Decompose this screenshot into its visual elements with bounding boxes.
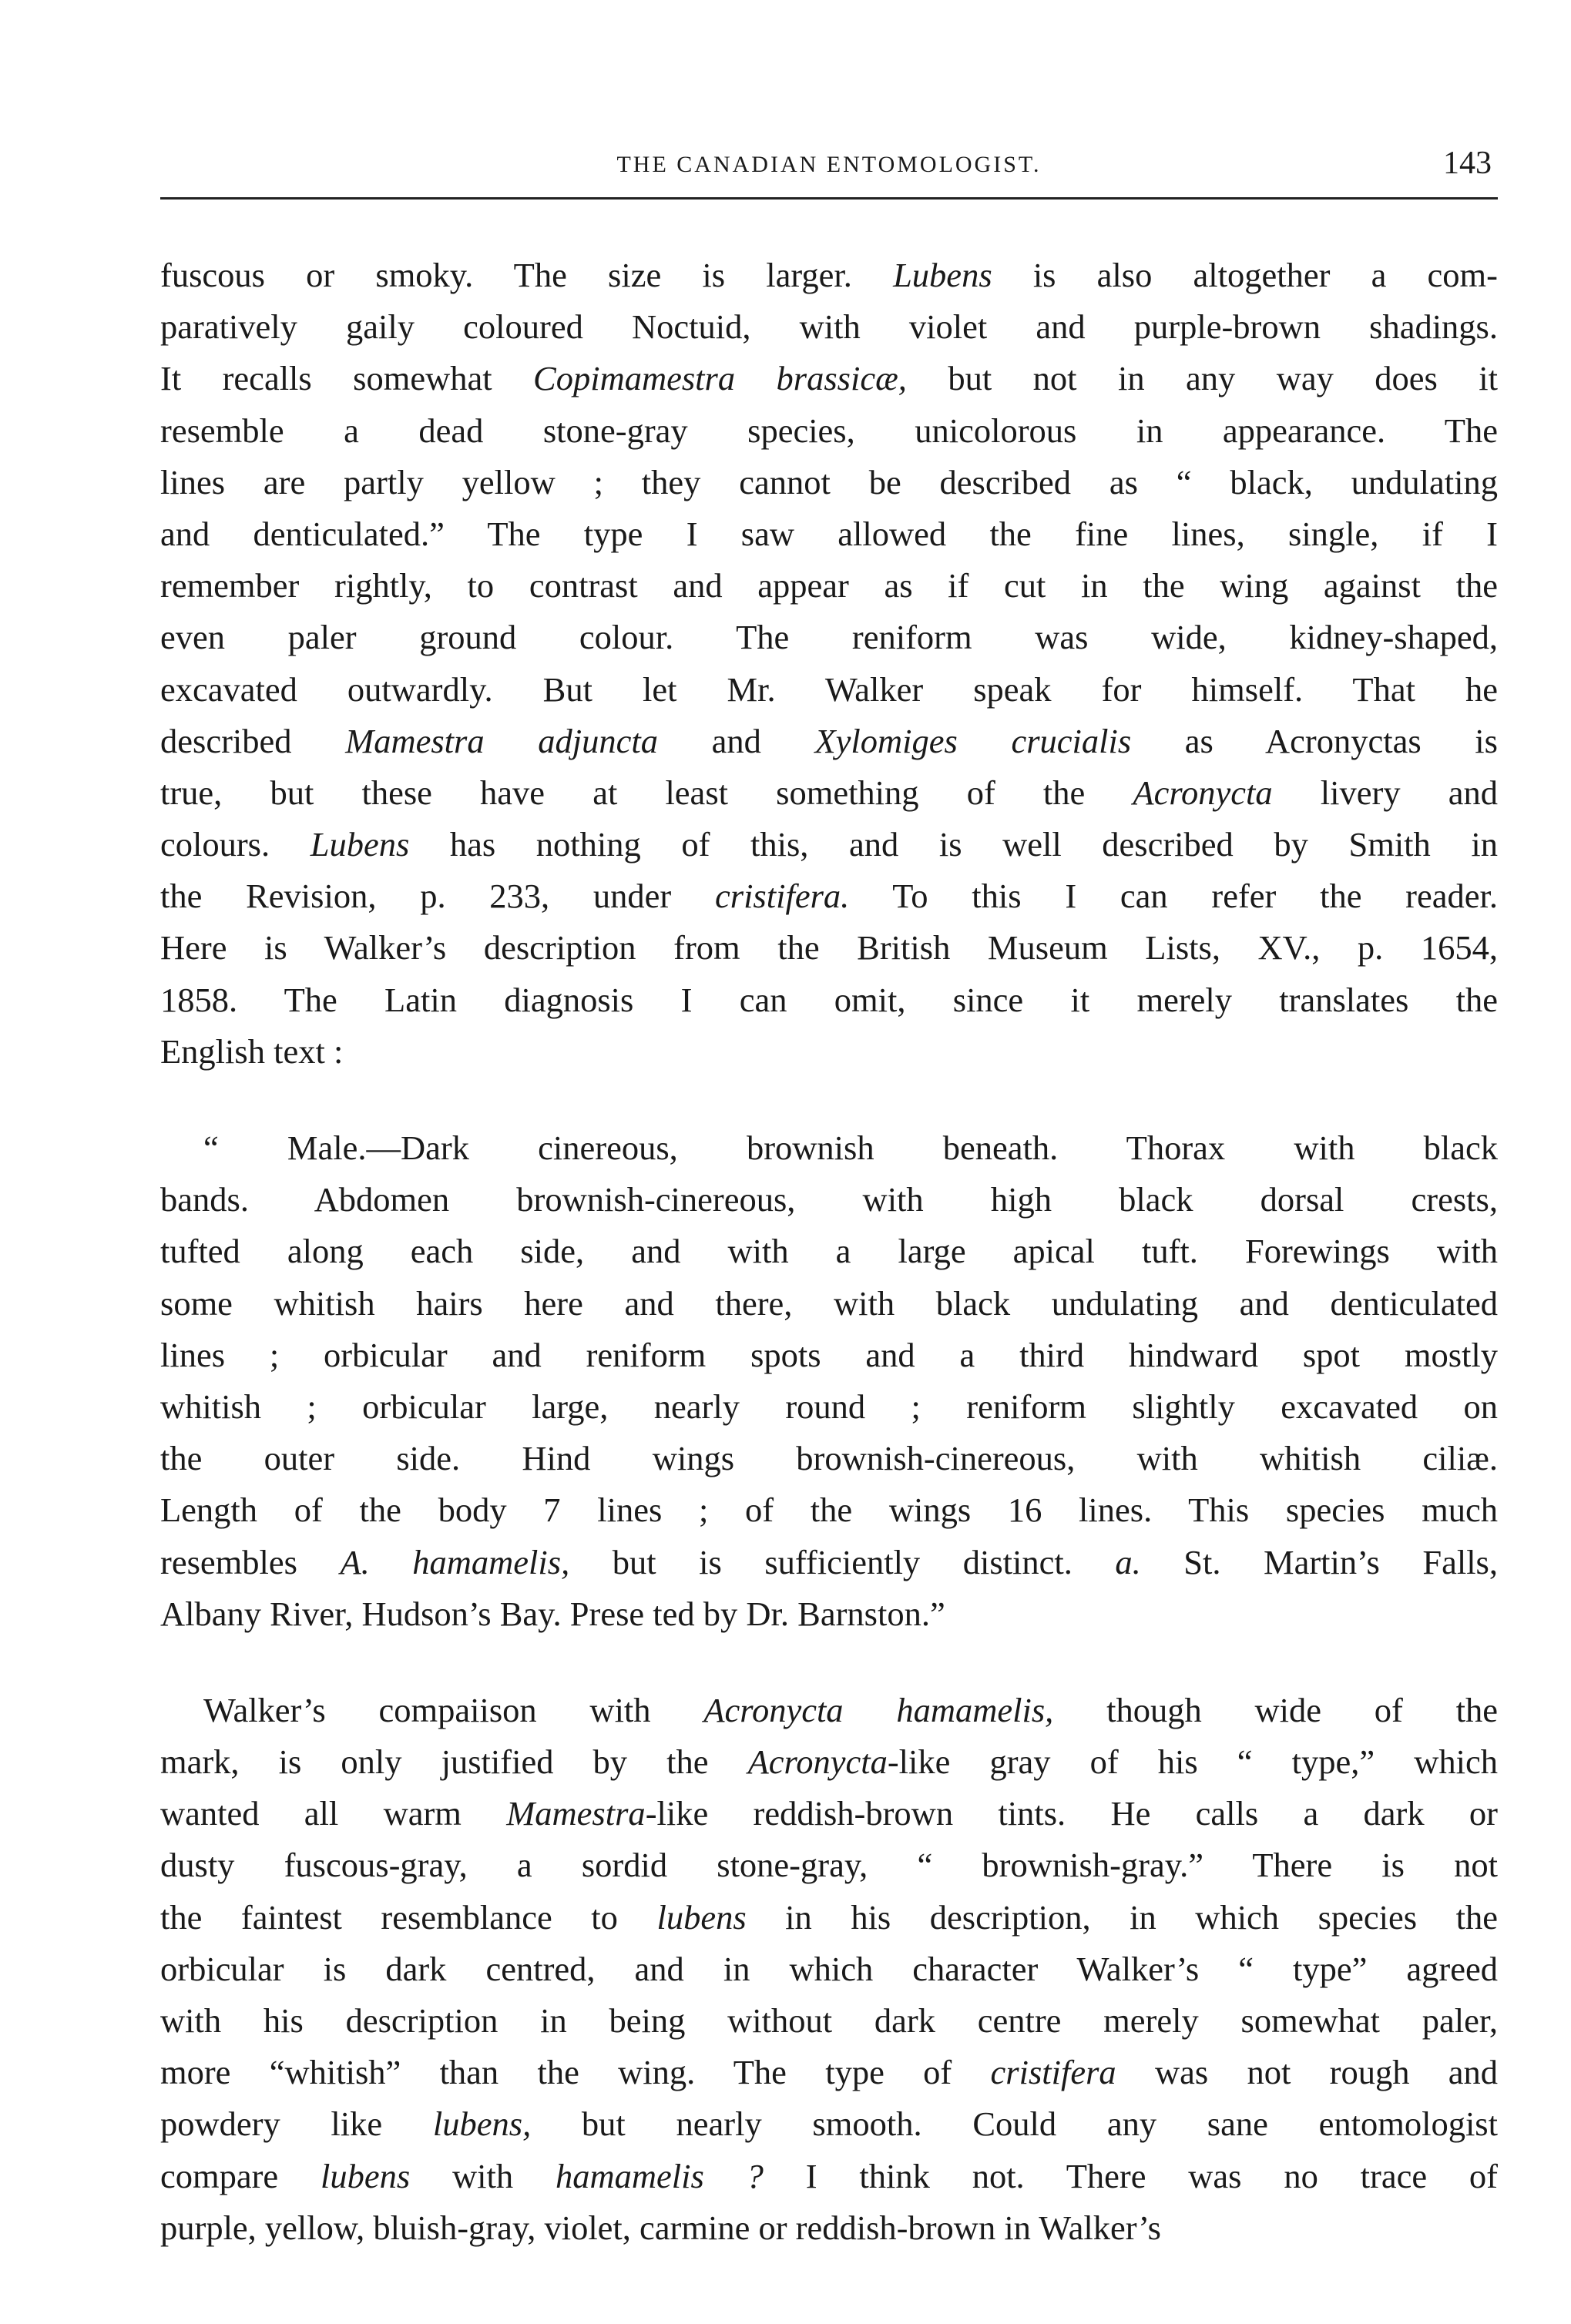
italic-text: Acronycta <box>747 1742 888 1782</box>
text-run: It recalls somewhat <box>160 359 534 398</box>
paragraph <box>160 1685 1498 2254</box>
text-run: described <box>160 721 346 760</box>
running-title: THE CANADIAN ENTOMOLOGIST. <box>616 152 1042 177</box>
text-run: the faintest resemblance to <box>160 1897 657 1937</box>
text-run: 1858. The Latin diagnosis I can omit, since it merely translates the <box>160 980 1498 1019</box>
text-line <box>160 716 1498 767</box>
text-line <box>160 1892 1498 1943</box>
text-run: “ Male.—Dark cinereous, brownish beneath. Thorax with black <box>203 1128 1498 1167</box>
text-run: whitish ; orbicular large, nearly round ; reniform slightly excavated on <box>160 1387 1498 1426</box>
text-line <box>160 767 1498 819</box>
text-line <box>160 1381 1498 1433</box>
italic-text: Acronycta <box>1133 773 1273 812</box>
text-run: but nearly smooth. Could any sane entomologist <box>531 2104 1498 2144</box>
paragraph-gap <box>160 1078 1498 1122</box>
text-line <box>160 664 1498 716</box>
text-line <box>160 2202 1498 2254</box>
text-run: orbicular is dark centred, and in which character Walker’s “ type” agreed <box>160 1949 1498 1988</box>
text-line <box>160 870 1498 922</box>
italic-text: Xylomiges crucialis <box>814 721 1132 760</box>
text-run: resemble a dead stone-gray species, unicolorous in appearance. The <box>160 411 1498 450</box>
text-line <box>160 508 1498 560</box>
italic-text: Mamestra <box>506 1794 646 1833</box>
text-line <box>160 2047 1498 2098</box>
text-run: compare <box>160 2156 321 2195</box>
text-line <box>160 250 1498 301</box>
page-header <box>160 114 1498 183</box>
text-run: in his description, in which species the <box>746 1897 1498 1937</box>
page-number: 143 <box>1443 146 1492 181</box>
text-run: though wide of the <box>1053 1690 1498 1729</box>
text-run: resembles <box>160 1542 341 1581</box>
text-run: Here is Walker’s description from the British Museum Lists, XV., p. 1654, <box>160 928 1498 967</box>
text-line <box>160 1484 1498 1536</box>
italic-text: cristifera. <box>715 877 850 916</box>
italic-text: Copimamestra brassicæ, <box>533 359 907 398</box>
italic-text: Mamestra adjuncta <box>345 721 658 760</box>
text-line <box>160 1433 1498 1484</box>
text-run: bands. Abdomen brownish-cinereous, with high black dorsal crests, <box>160 1180 1498 1219</box>
text-run: wanted all warm <box>160 1794 507 1833</box>
italic-text: hamamelis ? <box>556 2156 764 2195</box>
text-run: Walker’s compaiison with <box>203 1690 704 1729</box>
text-line <box>160 405 1498 457</box>
text-run: even paler ground colour. The reniform was wide, kidney-shaped, <box>160 618 1498 657</box>
text-run: as Acronyctas is <box>1131 721 1498 760</box>
text-run: dusty fuscous-gray, a sordid stone-gray, “ brownish-gray.” There is not <box>160 1846 1498 1885</box>
header-rule <box>160 197 1498 200</box>
text-run: lines are partly yellow ; they cannot be described as “ black, undulating <box>160 462 1498 501</box>
text-line <box>160 1174 1498 1226</box>
text-run: was not rough and <box>1116 2053 1499 2092</box>
paragraph <box>160 250 1498 1078</box>
text-line <box>160 1330 1498 1381</box>
text-run: but not in any way does it <box>906 359 1499 398</box>
text-run: the outer side. Hind wings brownish-cinereous, with whitish ciliæ. <box>160 1439 1498 1478</box>
text-line <box>160 2151 1498 2202</box>
text-run: more “whitish” than the wing. The type of <box>160 2053 991 2092</box>
italic-text: lubens <box>656 1897 747 1937</box>
text-line <box>160 1588 1498 1640</box>
text-run: lines ; orbicular and reniform spots and a third hindward spot mostly <box>160 1335 1498 1374</box>
text-line <box>160 301 1498 353</box>
text-run: has nothing of this, and is well described by Smith in <box>409 825 1498 864</box>
text-run: paratively gaily coloured Noctuid, with violet and purple-brown shadings. <box>160 307 1498 347</box>
text-line <box>160 1943 1498 1995</box>
text-line <box>160 1122 1498 1174</box>
text-line <box>160 1995 1498 2047</box>
text-line <box>160 1226 1498 1277</box>
text-run: To this I can refer the reader. <box>849 877 1498 916</box>
text-run: true, but these have at least something of the <box>160 773 1133 812</box>
italic-text: Acronycta hamamelis, <box>703 1690 1054 1729</box>
text-run: excavated outwardly. But let Mr. Walker speak for himself. That he <box>160 669 1498 709</box>
text-run: with his description in being without dark centre merely somewhat paler, <box>160 2001 1498 2040</box>
text-line <box>160 560 1498 612</box>
text-run: is also altogether a com- <box>992 256 1498 294</box>
text-line <box>160 1685 1498 1736</box>
italic-text: lubens <box>321 2156 411 2195</box>
text-line <box>160 612 1498 663</box>
text-run: English text : <box>160 1031 344 1071</box>
italic-text: Lubens <box>310 825 410 864</box>
text-run: but is sufficiently distinct. <box>569 1542 1116 1581</box>
text-run: Length of the body 7 lines ; of the wings 16 lines. This species much <box>160 1491 1498 1530</box>
text-run: -like reddish-brown tints. He calls a dark or <box>645 1794 1498 1833</box>
text-run: and denticulated.” The type I saw allowed the fine lines, single, if I <box>160 514 1498 553</box>
italic-text: a. <box>1115 1542 1141 1581</box>
text-line <box>160 353 1498 404</box>
text-run: I think not. There was no trace of <box>763 2156 1498 2195</box>
text-line <box>160 974 1498 1026</box>
text-run: livery and <box>1272 773 1498 812</box>
text-run: Albany River, Hudson’s Bay. Prese ted by Dr. Barnston.” <box>160 1594 945 1633</box>
text-run: and <box>657 721 815 760</box>
text-line <box>160 1788 1498 1839</box>
text-run: powdery like <box>160 2104 433 2144</box>
text-line <box>160 2098 1498 2150</box>
text-run: tufted along each side, and with a large apical tuft. Forewings with <box>160 1232 1498 1271</box>
italic-text: cristifera <box>990 2053 1116 2092</box>
text-run: St. Martin’s Falls, <box>1140 1542 1498 1581</box>
text-run: some whitish hairs here and there, with black undulating and denticulated <box>160 1283 1498 1323</box>
text-line <box>160 457 1498 508</box>
text-run: -like gray of his “ type,” which <box>887 1742 1498 1782</box>
text-run: fuscous or smoky. The size is larger. <box>160 256 894 294</box>
paragraph <box>160 1122 1498 1640</box>
text-run: purple, yellow, bluish-gray, violet, carmine or reddish-brown in Walker’s <box>160 2208 1161 2247</box>
text-run: mark, is only justified by the <box>160 1742 748 1782</box>
text-line <box>160 1026 1498 1078</box>
text-run: colours. <box>160 825 311 864</box>
italic-text: Lubens <box>893 256 992 294</box>
text-line <box>160 922 1498 974</box>
text-line <box>160 1736 1498 1788</box>
text-line <box>160 1839 1498 1891</box>
italic-text: lubens, <box>432 2104 532 2144</box>
italic-text: A. hamamelis, <box>340 1542 570 1581</box>
text-line <box>160 1537 1498 1588</box>
body-text <box>160 250 1498 2254</box>
text-run: remember rightly, to contrast and appear as if cut in the wing against the <box>160 566 1498 605</box>
text-line <box>160 819 1498 870</box>
paragraph-gap <box>160 1640 1498 1685</box>
text-line <box>160 1278 1498 1330</box>
text-run: with <box>410 2156 556 2195</box>
text-run: the Revision, p. 233, under <box>160 877 715 916</box>
